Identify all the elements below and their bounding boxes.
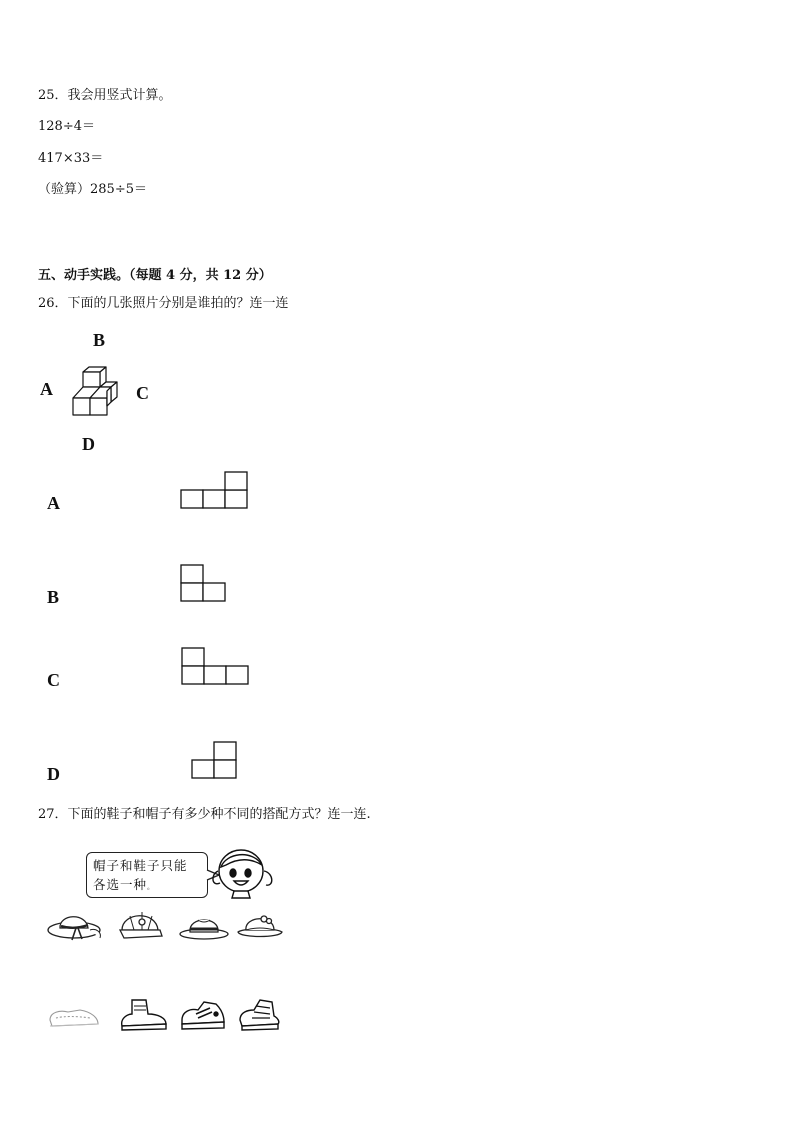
hat-4-icon bbox=[236, 910, 284, 942]
q25-item-3: （验算）285÷5＝ bbox=[38, 182, 147, 197]
q27-title: 27．下面的鞋子和帽子有多少种不同的搭配方式？连一连. bbox=[38, 807, 371, 822]
q25-item-2: 417×33＝ bbox=[38, 151, 104, 166]
shoe-1-icon bbox=[46, 1002, 102, 1032]
view-label-d: D bbox=[47, 764, 60, 784]
position-label-bottom: D bbox=[82, 434, 95, 454]
q26-title: 26．下面的几张照片分别是谁拍的？连一连 bbox=[38, 296, 289, 311]
view-a-figure bbox=[180, 471, 250, 511]
view-label-b: B bbox=[47, 587, 60, 607]
bubble-mark: 。 bbox=[147, 883, 155, 891]
position-label-left: A bbox=[40, 379, 53, 399]
speech-bubble bbox=[86, 852, 208, 898]
girl-icon bbox=[212, 847, 276, 899]
hat-3-icon bbox=[178, 912, 230, 942]
view-d-figure bbox=[191, 741, 241, 781]
position-label-top: B bbox=[93, 330, 106, 350]
q25-title: 25．我会用竖式计算。 bbox=[38, 88, 172, 103]
section5-title: 五、动手实践。（每题 4 分，共 12 分） bbox=[38, 268, 272, 283]
hat-1-icon bbox=[46, 908, 106, 942]
shoe-3-icon bbox=[176, 998, 228, 1032]
q25-item-1: 128÷4＝ bbox=[38, 119, 95, 134]
bubble-line-2: 各选一种 bbox=[93, 877, 148, 892]
hat-2-icon bbox=[118, 908, 164, 942]
shoe-4-icon bbox=[234, 996, 282, 1032]
view-c-figure bbox=[181, 647, 253, 687]
shoe-2-icon bbox=[118, 996, 170, 1032]
cube-stack-figure bbox=[72, 366, 122, 418]
position-label-right: C bbox=[136, 383, 149, 403]
view-b-figure bbox=[180, 564, 230, 604]
view-label-a: A bbox=[47, 493, 60, 513]
bubble-line-1: 帽子和鞋子只能 bbox=[93, 858, 188, 873]
view-label-c: C bbox=[47, 670, 60, 690]
